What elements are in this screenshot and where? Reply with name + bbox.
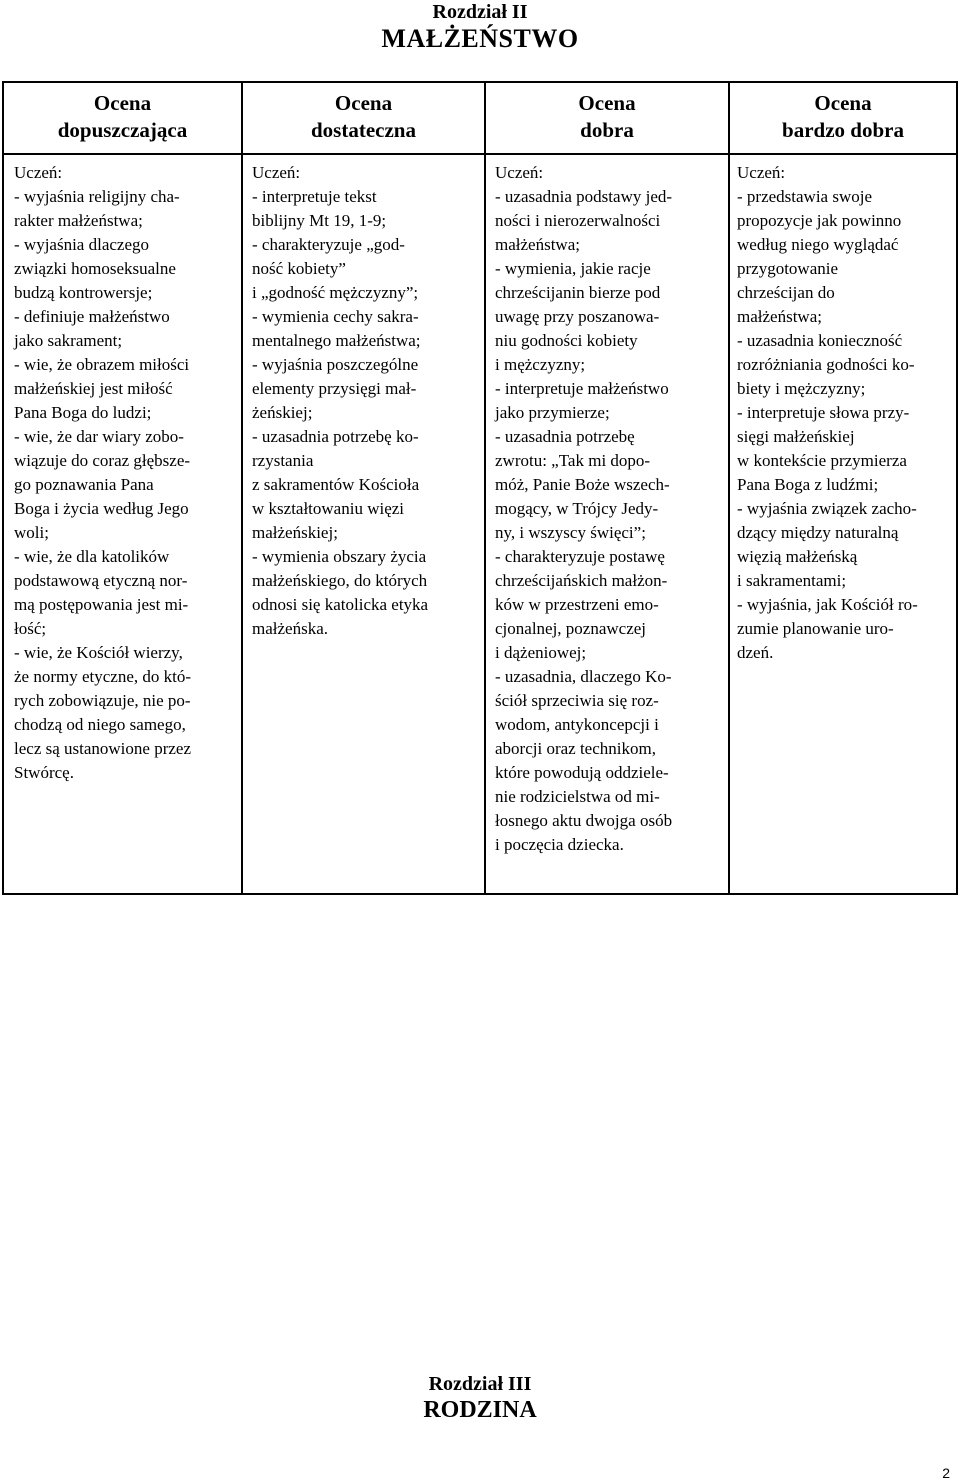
requirement-line: - wie, że dla katolików [14, 547, 170, 566]
requirement-line: cjonalnej, poznawczej [495, 619, 647, 638]
requirement-line: - uzasadnia potrzebę [495, 427, 635, 446]
requirement-line: zumie planowanie uro- [737, 619, 894, 638]
requirement-line: - wyjaśnia religijny cha- [14, 187, 180, 206]
requirement-line: Uczeń: [252, 163, 301, 182]
requirement-line: - wyjaśnia dlaczego [14, 235, 149, 254]
chapter-2-number: Rozdział II [432, 1, 528, 23]
requirement-line: jako przymierze; [495, 403, 610, 422]
requirements-bardzo-dobra [730, 155, 956, 893]
requirement-line: wodom, antykoncepcji i [495, 715, 659, 734]
requirement-line: rych zobowiązuje, nie po- [14, 691, 191, 710]
requirement-line: według niego wyglądać [737, 235, 899, 254]
grading-table [2, 81, 958, 895]
requirement-line: odnosi się katolicka etyka [252, 595, 429, 614]
requirement-line: ność kobiety” [252, 259, 346, 278]
requirement-line: chodzą od niego samego, [14, 715, 186, 734]
requirement-line: elementy przysięgi mał- [252, 379, 417, 398]
chapter-2-heading [0, 0, 960, 54]
requirements-dopuszczajaca [4, 155, 243, 893]
requirement-line: - wie, że Kościół wierzy, [14, 643, 183, 662]
requirement-line: małżeństwa; [495, 235, 580, 254]
requirement-line: - wyjaśnia, jak Kościół ro- [737, 595, 918, 614]
requirement-line: - definiuje małżeństwo [14, 307, 170, 326]
header-dopuszczajaca [4, 83, 243, 155]
requirement-line: Uczeń: [14, 163, 63, 182]
requirement-line: podstawową etyczną nor- [14, 571, 188, 590]
requirement-line: - wie, że dar wiary zobo- [14, 427, 184, 446]
requirement-line: żeńskiej; [252, 403, 313, 422]
requirement-line: - wyjaśnia związek zacho- [737, 499, 917, 518]
requirement-line: - interpretuje małżeństwo [495, 379, 669, 398]
requirement-line: zwrotu: „Tak mi dopo- [495, 451, 651, 470]
requirement-line: - interpretuje tekst [252, 187, 377, 206]
chapter-3-number: Rozdział III [428, 1373, 532, 1395]
requirement-line: i poczęcia dziecka. [495, 835, 624, 854]
header-line: bardzo dobra [782, 118, 904, 142]
header-line: dopuszczająca [57, 118, 188, 142]
requirement-line: małżeńskiego, do których [252, 571, 428, 590]
requirement-line: ności i nierozerwalności [495, 211, 661, 230]
requirement-line: ściół sprzeciwia się roz- [495, 691, 659, 710]
requirement-line: że normy etyczne, do któ- [14, 667, 192, 686]
requirement-line: chrześcijanin bierze pod [495, 283, 661, 302]
header-line: Ocena [93, 91, 152, 115]
requirement-line: małżeńskiej; [252, 523, 338, 542]
requirement-line: Uczeń: [495, 163, 544, 182]
requirement-line: - wyjaśnia poszczególne [252, 355, 419, 374]
chapter-2-title: MAŁŻEŃSTWO [381, 24, 579, 53]
requirement-line: Boga i życia według Jego [14, 499, 189, 518]
requirement-line: rakter małżeństwa; [14, 211, 143, 230]
requirement-line: aborcji oraz technikom, [495, 739, 656, 758]
requirement-line: jako sakrament; [14, 331, 123, 350]
requirement-line: móż, Panie Boże wszech- [495, 475, 670, 494]
requirement-line: chrześcijan do [737, 283, 835, 302]
requirement-line: - uzasadnia podstawy jed- [495, 187, 673, 206]
requirement-line: i sakramentami; [737, 571, 847, 590]
requirement-line: - charakteryzuje postawę [495, 547, 665, 566]
header-line: dobra [580, 118, 634, 142]
requirement-line: - uzasadnia konieczność [737, 331, 903, 350]
requirement-line: nie rodzicielstwa od mi- [495, 787, 660, 806]
requirement-line: łość; [14, 619, 47, 638]
requirement-line: sięgi małżeńskiej [737, 427, 855, 446]
requirement-line: więzią małżeńską [737, 547, 858, 566]
requirement-line: - wie, że obrazem miłości [14, 355, 190, 374]
requirement-line: Pana Boga z ludźmi; [737, 475, 879, 494]
requirement-line: Stwórcę. [14, 763, 74, 782]
requirement-line: i dążeniowej; [495, 643, 587, 662]
requirement-line: małżeństwa; [737, 307, 822, 326]
chapter-3-title: RODZINA [423, 1397, 537, 1423]
requirement-line: mogący, w Trójcy Jedy- [495, 499, 659, 518]
header-dostateczna [243, 83, 486, 155]
requirement-line: z sakramentów Kościoła [252, 475, 420, 494]
requirement-line: łosnego aktu dwojga osób [495, 811, 673, 830]
header-line: Ocena [814, 91, 872, 115]
requirement-line: Pana Boga do ludzi; [14, 403, 152, 422]
requirement-line: dzeń. [737, 643, 774, 662]
requirement-line: - uzasadnia, dlaczego Ko- [495, 667, 672, 686]
requirement-line: wiązuje do coraz głębsze- [14, 451, 191, 470]
requirement-line: małżeńskiej jest miłość [14, 379, 173, 398]
requirement-line: mentalnego małżeństwa; [252, 331, 421, 350]
requirement-line: propozycje jak powinno [737, 211, 902, 230]
requirement-line: ków w przestrzeni emo- [495, 595, 659, 614]
requirement-line: dzący między naturalną [737, 523, 899, 542]
requirement-line: lecz są ustanowione przez [14, 739, 191, 758]
requirement-line: biblijny Mt 19, 1-9; [252, 211, 387, 230]
header-line: Ocena [578, 91, 636, 115]
requirement-line: - charakteryzuje „god- [252, 235, 405, 254]
requirement-line: mą postępowania jest mi- [14, 595, 189, 614]
requirement-line: chrześcijańskich małżon- [495, 571, 668, 590]
requirement-line: niu godności kobiety [495, 331, 638, 350]
requirement-line: Uczeń: [737, 163, 786, 182]
requirement-line: - przedstawia swoje [737, 187, 873, 206]
requirements-dobra [486, 155, 730, 893]
requirement-line: biety i mężczyzny; [737, 379, 866, 398]
requirement-line: małżeńska. [252, 619, 328, 638]
requirement-line: - uzasadnia potrzebę ko- [252, 427, 419, 446]
requirement-line: budzą kontrowersje; [14, 283, 153, 302]
requirement-line: ny, i wszyscy święci”; [495, 523, 646, 542]
header-bardzo-dobra [730, 83, 956, 155]
header-dobra [486, 83, 730, 155]
requirement-line: uwagę przy poszanowa- [495, 307, 660, 326]
requirement-line: w kształtowaniu więzi [252, 499, 405, 518]
requirement-line: woli; [14, 523, 49, 542]
requirement-line: przygotowanie [737, 259, 839, 278]
requirement-line: w kontekście przymierza [737, 451, 907, 470]
requirement-line: - wymienia obszary życia [252, 547, 427, 566]
requirements-dostateczna [243, 155, 486, 893]
requirement-line: rzystania [252, 451, 314, 470]
requirement-line: i mężczyzny; [495, 355, 586, 374]
requirement-line: i „godność mężczyzny”; [252, 283, 419, 302]
requirement-line: - wymienia, jakie racje [495, 259, 651, 278]
requirement-line: - interpretuje słowa przy- [737, 403, 910, 422]
chapter-3-heading [0, 1372, 960, 1424]
requirement-line: rozróżniania godności ko- [737, 355, 915, 374]
requirement-line: - wymienia cechy sakra- [252, 307, 419, 326]
requirement-line: które powodują oddziele- [495, 763, 669, 782]
header-line: dostateczna [311, 118, 416, 142]
requirement-line: go poznawania Pana [14, 475, 154, 494]
page-number: 2 [942, 1465, 950, 1481]
requirement-line: związki homoseksualne [14, 259, 176, 278]
header-line: Ocena [334, 91, 393, 115]
